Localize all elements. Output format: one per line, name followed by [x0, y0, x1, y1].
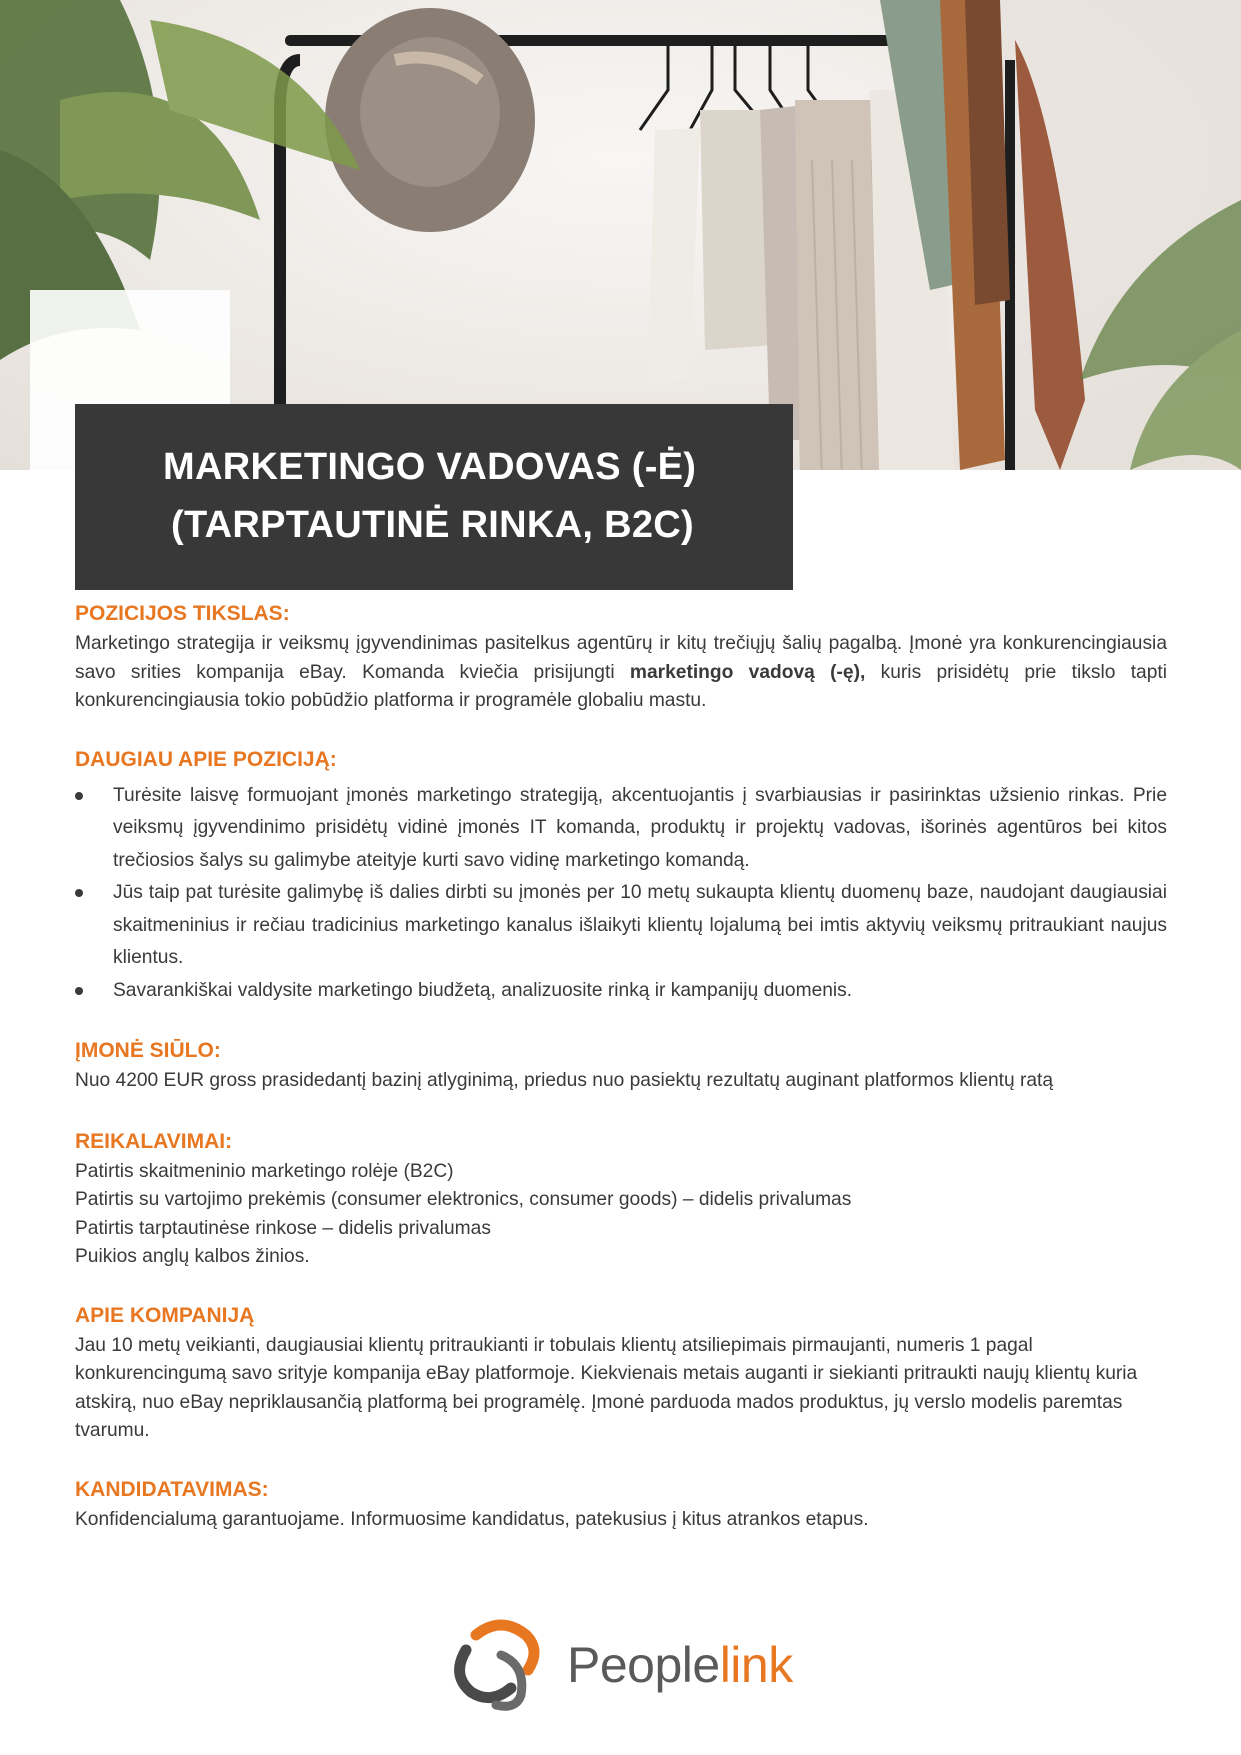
section-more [75, 746, 1167, 1008]
logo-part-link: link [719, 1637, 793, 1693]
list-item [75, 780, 1167, 878]
section-heading: POZICIJOS TIKSLAS: [75, 602, 290, 625]
section-apply [75, 1476, 1167, 1535]
section-goal [75, 600, 1167, 716]
highlighted-position: marketingo vadovą (-ę), [629, 661, 866, 683]
list-item-text: Savarankiškai valdysite marketingo biudžetą, analizuosite rinką ir kampanijų duomenis. [113, 979, 853, 1001]
job-title-line-2: (TARPTAUTINĖ RINKA, B2C) [171, 504, 694, 546]
section-heading: DAUGIAU APIE POZICIJĄ: [75, 747, 337, 771]
section-heading: APIE KOMPANIJĄ [75, 1303, 255, 1327]
logo-wordmark [567, 1636, 793, 1694]
requirement-line: Patirtis tarptautinėse rinkose – didelis privalumas [75, 1217, 491, 1239]
section-heading: REIKALAVIMAI: [75, 1129, 233, 1153]
title-banner [75, 404, 793, 590]
bullet-icon [75, 792, 83, 800]
logo-mark-icon [446, 1610, 556, 1720]
section-heading: ĮMONĖ SIŪLO: [75, 1039, 221, 1062]
logo-part-people: People [567, 1637, 720, 1693]
bullet-list [75, 780, 1167, 1008]
section-text: Konfidencialumą garantuojame. Informuosime kandidatus, patekusius į kitus atrankos etapus. [75, 1508, 869, 1530]
requirement-line: Patirtis su vartojimo prekėmis (consumer elektronics, consumer goods) – didelis privalumas [75, 1189, 852, 1210]
list-item-text: Turėsite laisvę formuojant įmonės marketingo strategiją, akcentuojantis į svarbiausias ir pasirinktas užsienio rinkas. Prie veiksmų įgyvendinimo prisidėtų vidinė įmonės IT komanda, produktų ir projektų vadovas, išorinės agentūros bei kitos trečiosios šalys su galimybe ateityje kurti savo vidinę marketingo komandą. [113, 784, 1167, 871]
list-item [75, 975, 1167, 1008]
list-item [75, 877, 1167, 975]
bullet-icon [75, 987, 83, 995]
requirement-line: Puikios anglų kalbos žinios. [75, 1246, 310, 1267]
text-span: kuris prisidėtų prie tikslo tapti konkurencingiausia tokio pobūdžio platforma ir programėle globaliu mastu. [75, 661, 1167, 711]
requirements-list [75, 1158, 1167, 1272]
section-requirements [75, 1128, 1167, 1272]
bullet-icon [75, 889, 83, 897]
list-item-text: Jūs taip pat turėsite galimybę iš dalies dirbti su įmonės per 10 metų sukaupta klientų duomenų baze, naudojant daugiausiai skaitmeninius ir rečiau tradicinius marketingo kanalus išlaikyti klientų lojalumą bei imtis aktyvių veiksmų pritraukiant naujus klientus. [113, 882, 1167, 968]
text-span: Marketingo strategija ir veiksmų įgyvendinimas pasitelkus agentūrų ir kitų trečiųjų šalių pagalbą. Įmonė yra konkurencingiausia savo srities kompanija eBay. Komanda kviečia prisijungti [75, 633, 1167, 683]
section-company [75, 1302, 1167, 1446]
section-text: Nuo 4200 EUR gross prasidedantį bazinį atlyginimą, priedus nuo pasiektų rezultatų auginant platformos klientų ratą [75, 1070, 1054, 1091]
section-text: Jau 10 metų veikianti, daugiausiai klientų pritraukianti ir tobulais klientų atsiliepimais pirmaujanti, numeris 1 pagal konkurencingumą savo srityje kompanija eBay platformoje. Kiekvienais metais auganti ir siekianti pritraukti naujų klientų kuria atskirą, nuo eBay nepriklausančią platformą bei programėlę. Įmonė parduoda mados produktus, jų verslo modelis paremtas tvarumu. [75, 1334, 1138, 1441]
job-title-line-1: MARKETINGO VADOVAS (-Ė) [163, 446, 697, 488]
section-text [75, 630, 1167, 716]
requirement-line: Patirtis skaitmeninio marketingo rolėje (B2C) [75, 1160, 454, 1182]
section-offer [75, 1037, 1167, 1096]
job-description [75, 600, 1167, 1534]
section-heading: KANDIDATAVIMAS: [75, 1477, 269, 1501]
peoplelink-logo [446, 1610, 793, 1720]
